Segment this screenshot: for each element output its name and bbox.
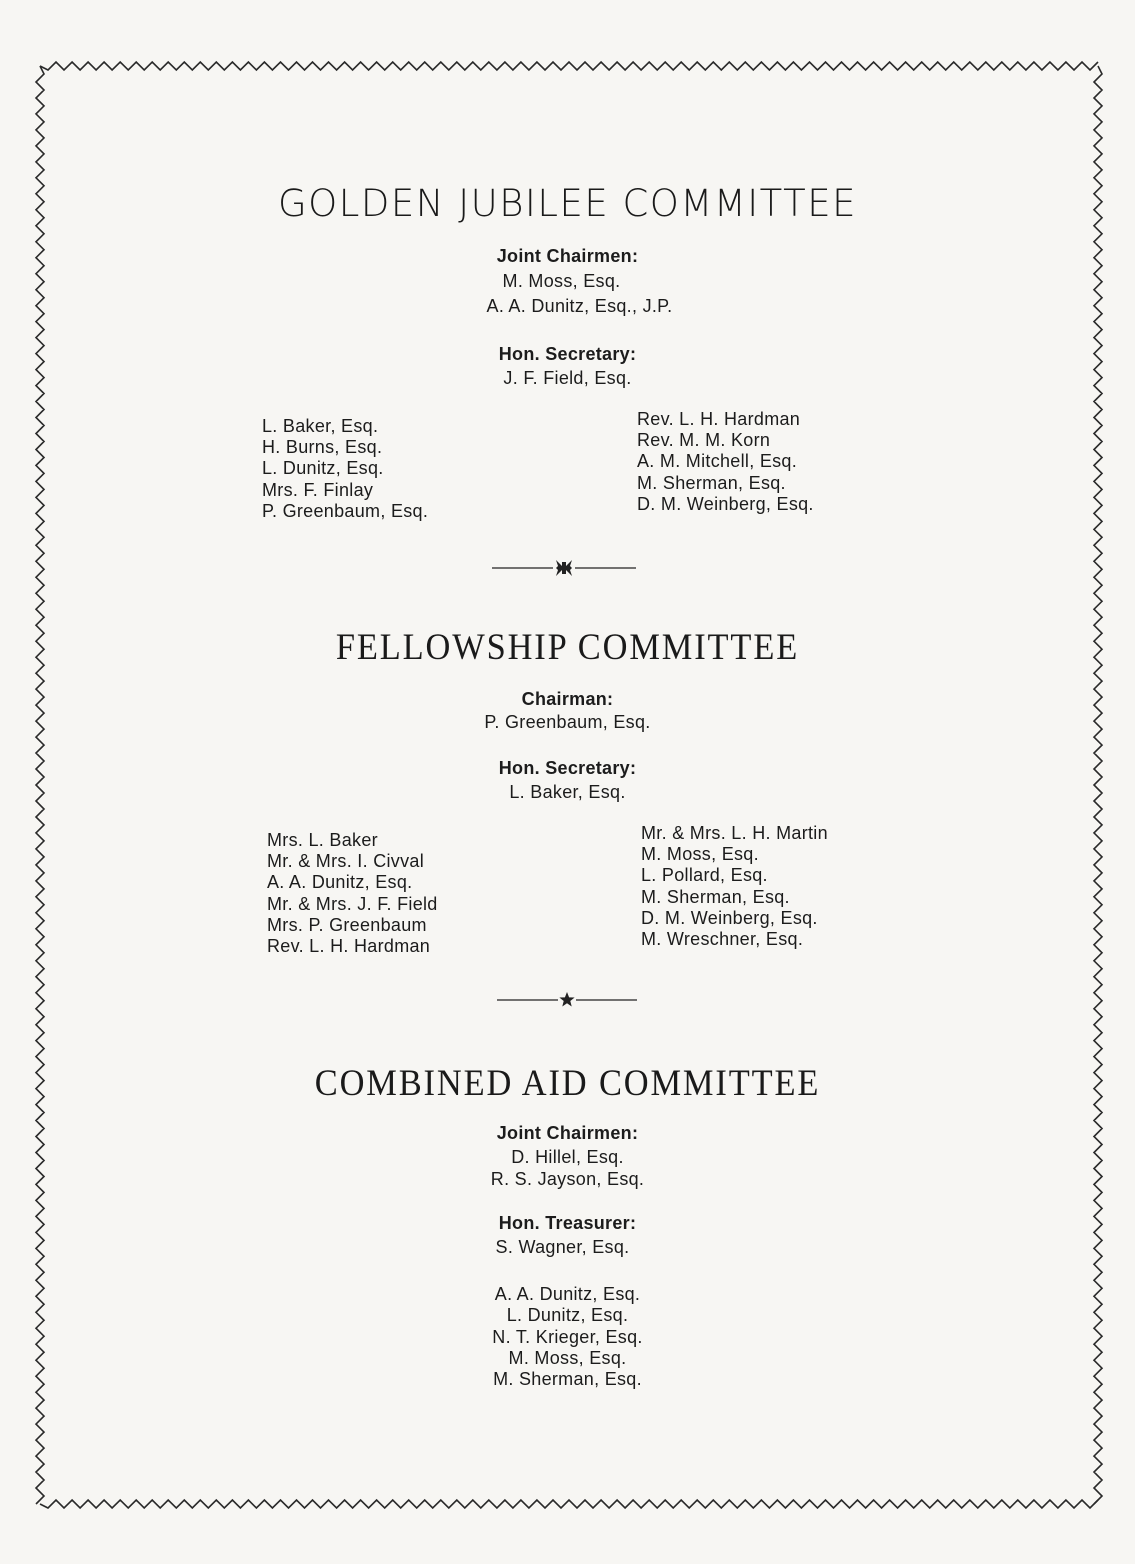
member: M. Sherman, Esq. <box>641 886 790 907</box>
gj-joint-chairmen-heading: Joint Chairmen: <box>496 246 639 266</box>
member: H. Burns, Esq. <box>262 437 383 458</box>
member: Mrs. F. Finlay <box>262 479 374 500</box>
member: P. Greenbaum, Esq. <box>262 500 429 521</box>
fs-hon-secretary-heading: Hon. Secretary: <box>498 758 637 778</box>
star-ornament-divider <box>0 990 1135 1010</box>
fs-members-left <box>267 830 438 957</box>
fs-members-right <box>641 823 828 950</box>
member: Mrs. P. Greenbaum <box>267 914 427 935</box>
member: Rev. L. H. Hardman <box>267 936 431 957</box>
border-zigzag <box>40 62 1098 70</box>
member: M. Wreschner, Esq. <box>641 929 804 950</box>
cross-ornament-divider <box>0 558 1135 578</box>
combined-aid-title: COMBINED AID COMMITTEE <box>314 1063 821 1104</box>
ca-joint-chairmen-heading: Joint Chairmen: <box>496 1123 639 1143</box>
ca-member: M. Sherman, Esq. <box>493 1369 642 1389</box>
gj-members-right <box>637 409 814 515</box>
member: L. Pollard, Esq. <box>641 865 768 886</box>
member: Mr. & Mrs. J. F. Field <box>267 893 438 914</box>
member: Rev. L. H. Hardman <box>637 409 801 429</box>
member: L. Baker, Esq. <box>262 416 379 436</box>
ca-treasurer: S. Wagner, Esq. <box>495 1237 630 1257</box>
member: Mr. & Mrs. L. H. Martin <box>641 823 828 843</box>
member: Rev. M. M. Korn <box>637 430 771 451</box>
golden-jubilee-title: GOLDEN JUBILEE COMMITTEE <box>277 182 857 225</box>
member: D. M. Weinberg, Esq. <box>641 907 818 928</box>
ca-chairman-2: R. S. Jayson, Esq. <box>490 1169 645 1189</box>
member: M. Moss, Esq. <box>641 844 759 865</box>
member: A. A. Dunitz, Esq. <box>267 872 413 893</box>
member: A. M. Mitchell, Esq. <box>637 451 798 472</box>
member: M. Sherman, Esq. <box>637 472 786 493</box>
ca-member: M. Moss, Esq. <box>508 1348 627 1368</box>
border-zigzag <box>40 1500 1098 1508</box>
member: L. Dunitz, Esq. <box>262 458 384 479</box>
fs-chairman: P. Greenbaum, Esq. <box>484 712 651 732</box>
fellowship-title: FELLOWSHIP COMMITTEE <box>335 627 800 668</box>
gj-members-left <box>262 416 428 522</box>
fs-chairman-heading: Chairman: <box>521 689 614 709</box>
member: Mr. & Mrs. I. Civval <box>267 851 425 872</box>
member: Mrs. L. Baker <box>267 830 378 850</box>
ca-member: A. A. Dunitz, Esq. <box>494 1284 641 1304</box>
ca-hon-treasurer-heading: Hon. Treasurer: <box>498 1213 637 1233</box>
ca-member: N. T. Krieger, Esq. <box>492 1327 643 1347</box>
fs-secretary: L. Baker, Esq. <box>509 782 626 802</box>
gj-chairman-1: M. Moss, Esq. <box>502 271 621 291</box>
gj-secretary: J. F. Field, Esq. <box>503 368 632 388</box>
ca-chairman-1: D. Hillel, Esq. <box>511 1147 624 1167</box>
ca-member: L. Dunitz, Esq. <box>506 1305 629 1325</box>
gj-chairman-2: A. A. Dunitz, Esq., J.P. <box>486 296 673 316</box>
member: D. M. Weinberg, Esq. <box>637 493 814 514</box>
gj-hon-secretary-heading: Hon. Secretary: <box>498 344 637 364</box>
